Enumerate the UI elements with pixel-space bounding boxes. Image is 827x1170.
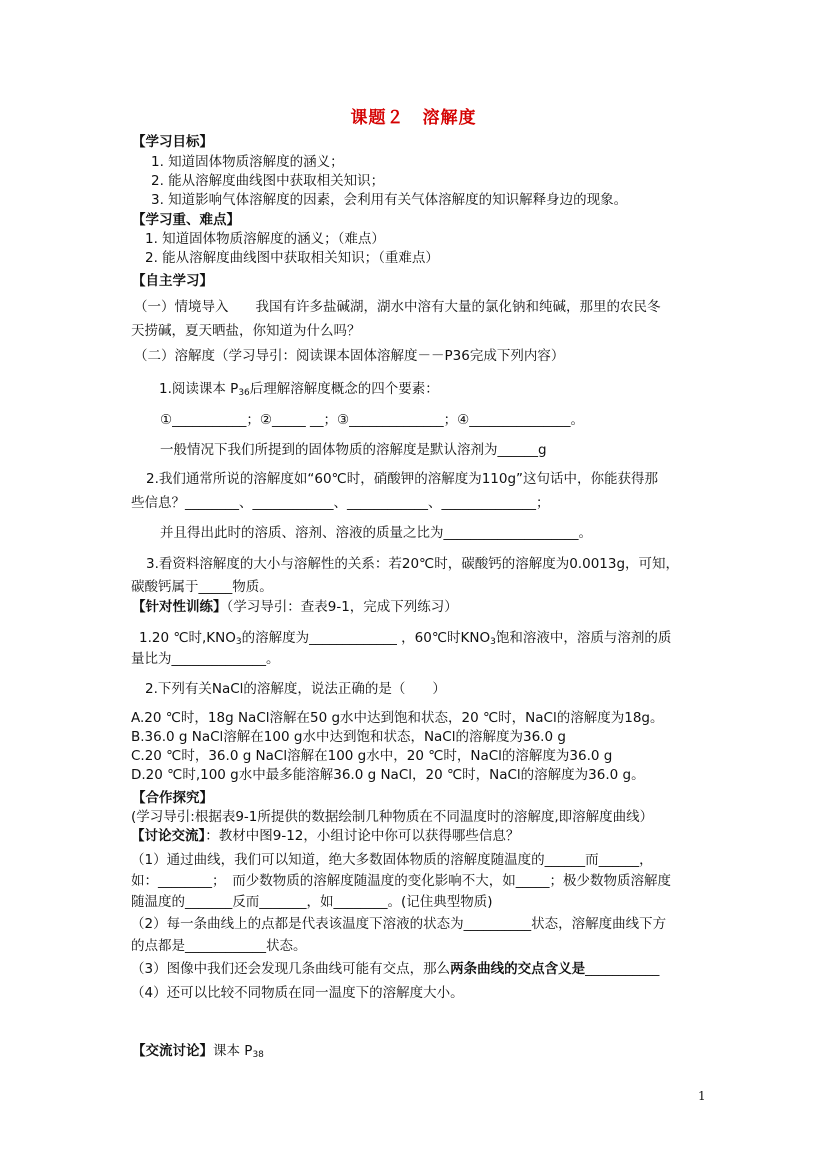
option-a: A.20 ℃时，18g NaCl溶解在50 g水中达到饱和状态，20 ℃时，NaCl的溶解度为18g。 xyxy=(131,710,664,726)
option-d: D.20 ℃时,100 g水中最多能溶解36.0 g NaCl，20 ℃时，NaCl的溶解度为36.0 g。 xyxy=(131,767,645,783)
discussion-text: ：教材中图9-12，小组讨论中你可以获得哪些信息？ xyxy=(205,828,520,844)
self-study-header: 【自主学习】 xyxy=(132,273,213,289)
cooperation-header: 【合作探究】 xyxy=(132,790,213,806)
exchange-text: 课本 P xyxy=(213,1043,253,1059)
training-q1-b: 的溶解度为_____________ ，60℃时KNO xyxy=(241,630,491,646)
point-2-line-1: （2）每一条曲线上的点都是代表该温度下溶液的状态为__________状态，溶解度曲线下方 xyxy=(131,916,667,932)
exchange-header: 【交流讨论】 xyxy=(132,1043,213,1059)
lesson-title: 课题２ 溶解度 xyxy=(350,108,477,128)
question-2-line-1: 2.我们通常所说的溶解度如“60℃时，硝酸钾的溶解度为110g”这句话中，你能获得那 xyxy=(146,471,659,487)
exchange-subscript: 38 xyxy=(252,1050,264,1060)
training-q1-a: 1.20 ℃时,KNO xyxy=(139,630,236,646)
goal-item-3: 3. 知道影响气体溶解度的因素，会利用有关气体溶解度的知识解释身边的现象。 xyxy=(151,192,628,208)
point-2-line-2: 的点都是____________状态。 xyxy=(131,938,307,954)
point-3-text: （3）图像中我们还会发现几条曲线可能有交点，那么 xyxy=(131,961,451,977)
question-2-line-3: 并且得出此时的溶质、溶剂、溶液的质量之比为____________________。 xyxy=(160,525,592,541)
point-1-line-3: 随温度的_______反而_______，如________。(记住典型物质) xyxy=(131,894,493,910)
point-3-blank: ___________ xyxy=(585,961,660,977)
training-q2: 2.下列有关NaCl的溶解度，说法正确的是（ ） xyxy=(145,681,446,697)
question-3-line-1: 3.看资料溶解度的大小与溶解性的关系：若20℃时，碳酸钙的溶解度为0.0013g，可知， xyxy=(146,556,680,572)
question-3-line-2: 碳酸钙属于_____物质。 xyxy=(131,579,273,595)
four-elements-blanks: ①___________；②_____ __；③______________；④_______________。 xyxy=(160,412,584,428)
point-4: （4）还可以比较不同物质在同一温度下的溶解度大小。 xyxy=(131,985,464,1001)
point-1-line-2: 如：________； 而少数物质的溶解度随温度的变化影响不大，如_____；极少数物质溶解度 xyxy=(131,873,671,889)
key-point-1: 1. 知道固体物质溶解度的涵义；（难点） xyxy=(145,231,385,247)
intro-line-2: 天捞碱，夏天晒盐，你知道为什么吗？ xyxy=(131,323,361,339)
q1-text-a: 1.阅读课本 P xyxy=(159,381,239,397)
goals-header: 【学习目标】 xyxy=(132,134,213,150)
page-number: 1 xyxy=(698,1089,706,1103)
default-solvent-note: 一般情况下我们所提到的固体物质的溶解度是默认溶剂为______g xyxy=(160,442,547,458)
kno3-subscript-2: 3 xyxy=(490,637,496,647)
intro-line-1: （一）情境导入 我国有许多盐碱湖，湖水中溶有大量的氯化钠和纯碱，那里的农民冬 xyxy=(134,299,661,315)
training-guide: （学习导引：查表9-1，完成下列练习） xyxy=(226,599,458,615)
key-point-2: 2. 能从溶解度曲线图中获取相关知识；（重难点） xyxy=(145,250,439,266)
intersection-meaning: 两条曲线的交点含义是 xyxy=(450,961,586,977)
training-q1-line-2: 量比为______________。 xyxy=(131,651,280,667)
discussion-header: 【讨论交流】 xyxy=(131,828,206,844)
solubility-subheading: （二）溶解度（学习导引：阅读课本固体溶解度－－P36完成下列内容） xyxy=(134,348,565,364)
kno3-subscript-1: 3 xyxy=(235,637,242,647)
q1-text-b: 后理解溶解度概念的四个要素： xyxy=(249,381,439,397)
q1-subscript: 36 xyxy=(238,388,250,398)
question-2-line-2: 些信息？________、____________、____________、______________； xyxy=(131,495,550,511)
point-3 xyxy=(131,960,659,978)
discussion-line xyxy=(131,827,519,845)
point-1-line-1: （1）通过曲线，我们可以知道，绝大多数固体物质的溶解度随温度的______而______， xyxy=(131,852,653,868)
cooperation-guide: (学习导引:根据表9-1所提供的数据绘制几种物质在不同温度时的溶解度,即溶解度曲线） xyxy=(131,809,654,825)
training-q1-line-1 xyxy=(139,629,671,647)
training-q1-c: 饱和溶液中，溶质与溶剂的质 xyxy=(495,630,672,646)
option-b: B.36.0 g NaCl溶解在100 g水中达到饱和状态，NaCl的溶解度为36.0 g xyxy=(131,729,566,745)
goal-item-2: 2. 能从溶解度曲线图中获取相关知识； xyxy=(151,173,385,189)
exchange-line xyxy=(132,1042,264,1060)
question-1 xyxy=(159,380,439,398)
option-c: C.20 ℃时，36.0 g NaCl溶解在100 g水中，20 ℃时，NaCl的溶解度为36.0 g xyxy=(131,748,613,764)
training-heading xyxy=(132,598,458,616)
key-points-header: 【学习重、难点】 xyxy=(132,212,240,228)
training-header: 【针对性训练】 xyxy=(132,599,227,615)
goal-item-1: 1. 知道固体物质溶解度的涵义； xyxy=(151,154,344,170)
